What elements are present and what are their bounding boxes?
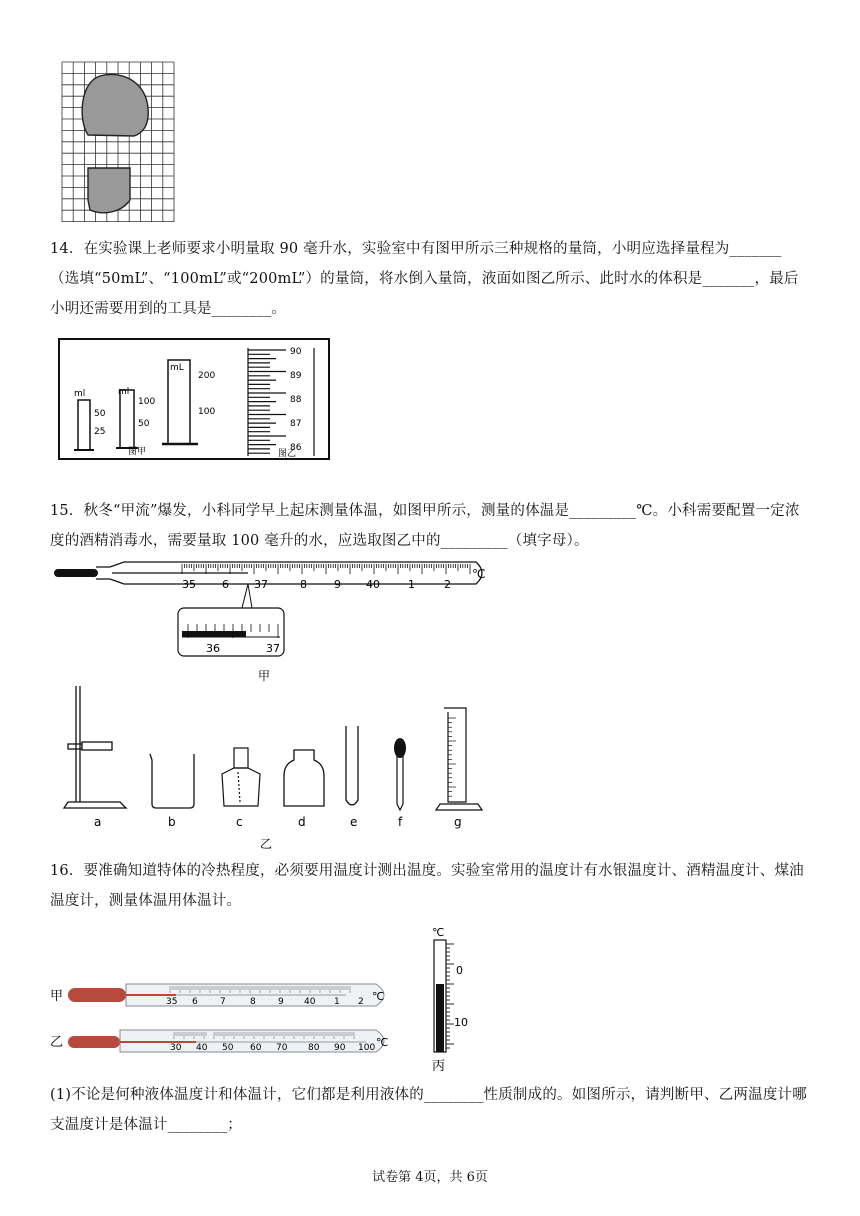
scale-label: 90 — [290, 347, 302, 357]
scale-label: 35 — [182, 578, 196, 591]
scale-label: 89 — [290, 371, 302, 381]
scale-label: 2 — [358, 997, 364, 1007]
scale-label: 50 — [222, 1043, 234, 1053]
scale-label: 2 — [444, 578, 451, 591]
unit-label: ℃ — [472, 567, 486, 581]
dropper — [394, 738, 406, 758]
measuring-cylinder — [436, 708, 482, 810]
cylinder-200ml-tick: 200 — [198, 371, 216, 381]
cylinder-200ml-unit: mL — [170, 363, 184, 373]
beaker — [150, 754, 194, 808]
scale-label: 0 — [456, 964, 463, 977]
scale-label: 37 — [254, 578, 268, 591]
thermometer-jia-label: 甲 — [50, 989, 64, 1004]
cylinder-50ml-tick: 25 — [94, 427, 106, 437]
reagent-bottle — [284, 750, 324, 806]
scale-label: 8 — [250, 997, 256, 1007]
question-16: 16．要准确知道特体的冷热程度，必须要用温度计测出温度。实验室常用的温度计有水银温度计、酒精温度计、煤油温度计，测量体温用体温计。 — [50, 863, 804, 909]
shoe-print-grid-figure — [60, 60, 176, 224]
cylinder-100ml-tick: 50 — [138, 419, 150, 429]
page-footer: 试卷第 4页，共 6页 — [372, 1170, 488, 1185]
scale-label: 6 — [192, 997, 198, 1007]
thermometer-comparison-figure — [46, 928, 506, 1078]
scale-label: 6 — [222, 578, 229, 591]
scale-label: 70 — [276, 1043, 288, 1053]
scale-label: 9 — [278, 997, 284, 1007]
scale-label: 90 — [334, 1043, 346, 1053]
apparatus-label: f — [398, 815, 403, 829]
alcohol-lamp — [222, 748, 260, 806]
scale-label: 40 — [196, 1043, 208, 1053]
cylinder-100ml-tick: 100 — [138, 397, 156, 407]
scale-label: 10 — [454, 1016, 468, 1029]
scale-label: 87 — [290, 419, 302, 429]
scale-label: 40 — [304, 997, 316, 1007]
thermometer-bing-label: 丙 — [432, 1059, 446, 1074]
figure-yi-caption: 图乙 — [278, 449, 297, 459]
scale-label: 9 — [334, 578, 341, 591]
scale-label: 1 — [334, 997, 340, 1007]
cylinder-100ml-unit: ml — [118, 387, 130, 397]
figure-yi-caption: 乙 — [260, 837, 273, 851]
scale-label: 60 — [250, 1043, 262, 1053]
scale-label: 7 — [220, 997, 226, 1007]
graduated-cylinder-figure — [58, 338, 330, 460]
scale-label: 35 — [166, 997, 178, 1007]
apparatus-label: g — [454, 815, 462, 829]
cylinder-50ml-tick: 50 — [94, 409, 106, 419]
scale-label: 40 — [366, 578, 380, 591]
apparatus-label: b — [168, 815, 176, 829]
figure-jia-caption: 甲 — [258, 669, 271, 683]
test-tube — [346, 726, 358, 805]
question-16-part-1: (1)不论是何种液体温度计和体温计，它们都是利用液体的________性质制成的。如图所示，请判断甲、乙两温度计哪支温度计是体温计________； — [50, 1087, 807, 1133]
scale-label: 8 — [300, 578, 307, 591]
unit-label: ℃ — [372, 990, 385, 1003]
zoom-label: 37 — [266, 642, 280, 655]
bing-mercury-column — [436, 984, 444, 1052]
cylinder-50ml-unit: ml — [74, 389, 86, 399]
scale-label: 88 — [290, 395, 302, 405]
thermometer-yi-label: 乙 — [50, 1035, 64, 1050]
cylinder-200ml-tick: 100 — [198, 407, 216, 417]
scale-label: 100 — [358, 1043, 376, 1053]
apparatus-label: a — [94, 815, 102, 829]
zoom-label: 36 — [206, 642, 220, 655]
apparatus-label: e — [350, 815, 358, 829]
scale-label: 80 — [308, 1043, 320, 1053]
iron-stand — [64, 686, 126, 808]
unit-label: ℃ — [432, 928, 445, 939]
question-14: 14．在实验课上老师要求小明量取 90 毫升水，实验室中有图甲所示三种规格的量筒，小明应选择量程为_______（选填“50mL”、“100mL”或“200mL”）的量筒，将水倒入量筒，液面如图乙所示、此时水的体积是_______，最后小明还需要用到的工具是________。 — [50, 241, 799, 317]
figure-jia-caption: 图甲 — [128, 447, 147, 457]
scale-label: 30 — [170, 1043, 182, 1053]
lab-apparatus-figure — [58, 684, 498, 854]
clinical-thermometer-figure — [52, 558, 492, 690]
apparatus-label: c — [236, 815, 243, 829]
unit-label: ℃ — [376, 1036, 389, 1049]
question-15: 15．秋冬“甲流”爆发，小科同学早上起床测量体温，如图甲所示，测量的体温是_________℃。小科需要配置一定浓度的酒精消毒水，需要量取 100 毫升的水，应选取图乙中的_________（填字母）。 — [50, 503, 800, 549]
scale-label: 1 — [408, 578, 415, 591]
scale-label: 86 — [290, 443, 302, 453]
apparatus-label: d — [298, 815, 306, 829]
